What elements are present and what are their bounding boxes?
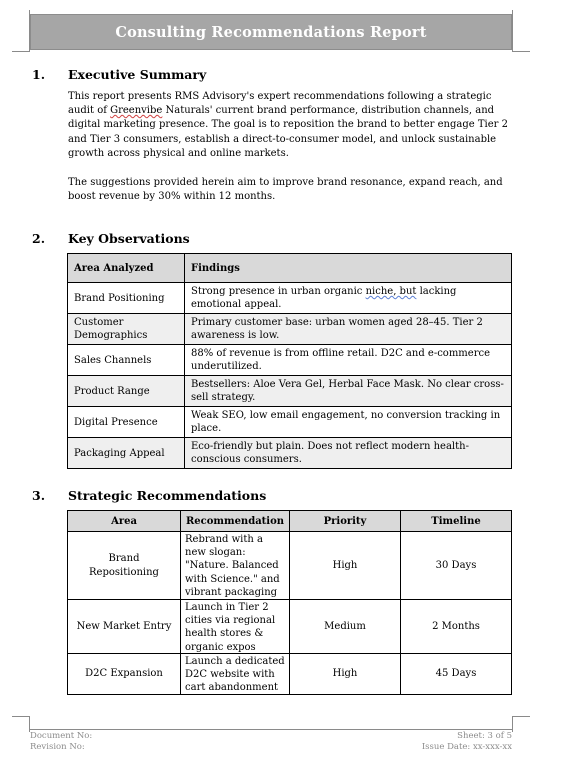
timeline-cell: 45 Days xyxy=(401,654,512,695)
revision-number: Revision No: xyxy=(30,742,85,752)
crop-mark xyxy=(12,716,30,732)
area-cell: Packaging Appeal xyxy=(68,438,185,469)
footer-right xyxy=(422,731,512,753)
crop-mark xyxy=(512,10,513,36)
section-heading: Executive Summary xyxy=(68,67,207,82)
section-number: 2. xyxy=(32,231,46,246)
priority-cell: High xyxy=(290,654,401,695)
table-header-row xyxy=(68,511,512,532)
section-heading: Key Observations xyxy=(68,231,190,246)
finding-cell: Strong presence in urban organic niche, but lacking emotional appeal. xyxy=(185,283,512,314)
area-cell: Digital Presence xyxy=(68,407,185,438)
summary-paragraph xyxy=(68,90,514,161)
area-cell: New Market Entry xyxy=(68,600,181,654)
report-title: Consulting Recommendations Report xyxy=(115,23,427,41)
table-row xyxy=(68,600,512,654)
timeline-cell: 2 Months xyxy=(401,600,512,654)
column-header: Area Analyzed xyxy=(68,254,185,283)
area-cell: Sales Channels xyxy=(68,345,185,376)
area-cell: Brand Repositioning xyxy=(68,532,181,600)
finding-cell: Eco-friendly but plain. Does not reflect modern health-conscious consumers. xyxy=(185,438,512,469)
table-row xyxy=(68,654,512,695)
table-row xyxy=(68,283,512,314)
crop-mark xyxy=(512,36,530,52)
table-row xyxy=(68,532,512,600)
column-header: Findings xyxy=(185,254,512,283)
table-row xyxy=(68,376,512,407)
priority-cell: Medium xyxy=(290,600,401,654)
brand-name: Greenvibe xyxy=(110,105,163,117)
finding-cell: Weak SEO, low email engagement, no conversion tracking in place. xyxy=(185,407,512,438)
summary-text: This report presents RMS Advisory's expert recommendations following a strategic audit of xyxy=(68,91,492,117)
table-row xyxy=(68,438,512,469)
finding-cell: Primary customer base: urban women aged 28–45. Tier 2 awareness is low. xyxy=(185,314,512,345)
observations-table xyxy=(67,253,512,469)
report-title-bar xyxy=(30,14,512,50)
recommendation-cell: Launch in Tier 2 cities via regional health stores & organic expos xyxy=(181,600,290,654)
section-heading: Strategic Recommendations xyxy=(68,488,267,503)
document-number: Document No: xyxy=(30,731,93,741)
sheet-number: Sheet: 3 of 5 xyxy=(457,731,512,741)
table-row xyxy=(68,345,512,376)
finding-cell: Bestsellers: Aloe Vera Gel, Herbal Face Mask. No clear cross-sell strategy. xyxy=(185,376,512,407)
column-header: Area xyxy=(68,511,181,532)
footer-left xyxy=(30,731,92,753)
area-cell: Product Range xyxy=(68,376,185,407)
area-cell: Brand Positioning xyxy=(68,283,185,314)
column-header: Priority xyxy=(290,511,401,532)
crop-mark xyxy=(12,36,30,52)
section-number: 3. xyxy=(32,488,46,503)
column-header: Timeline xyxy=(401,511,512,532)
summary-text: Naturals' current brand performance, distribution channels, and digital marketing presence. The goal is to reposition the brand to better engage Tier 2 and Tier 3 consumers, establish a direct-to-consumer model, and unlock sustainable growth across physical and online markets. xyxy=(68,105,508,159)
column-header: Recommendation xyxy=(181,511,290,532)
recommendation-cell: Rebrand with a new slogan: "Nature. Balanced with Science." and vibrant packaging xyxy=(181,532,290,600)
area-cell: D2C Expansion xyxy=(68,654,181,695)
table-header-row xyxy=(68,254,512,283)
recommendations-table xyxy=(67,510,512,695)
priority-cell: High xyxy=(290,532,401,600)
crop-mark xyxy=(512,716,530,732)
timeline-cell: 30 Days xyxy=(401,532,512,600)
section-number: 1. xyxy=(32,67,46,82)
issue-date: Issue Date: xx-xxx-xx xyxy=(421,742,512,752)
table-row xyxy=(68,314,512,345)
table-row xyxy=(68,407,512,438)
summary-paragraph-2: The suggestions provided herein aim to improve brand resonance, expand reach, and boost revenue by 30% within 12 months. xyxy=(68,177,503,203)
finding-cell: 88% of revenue is from offline retail. D2C and e-commerce underutilized. xyxy=(185,345,512,376)
area-cell: Customer Demographics xyxy=(68,314,185,345)
footer-divider xyxy=(30,729,512,730)
recommendation-cell: Launch a dedicated D2C website with cart abandonment xyxy=(181,654,290,695)
